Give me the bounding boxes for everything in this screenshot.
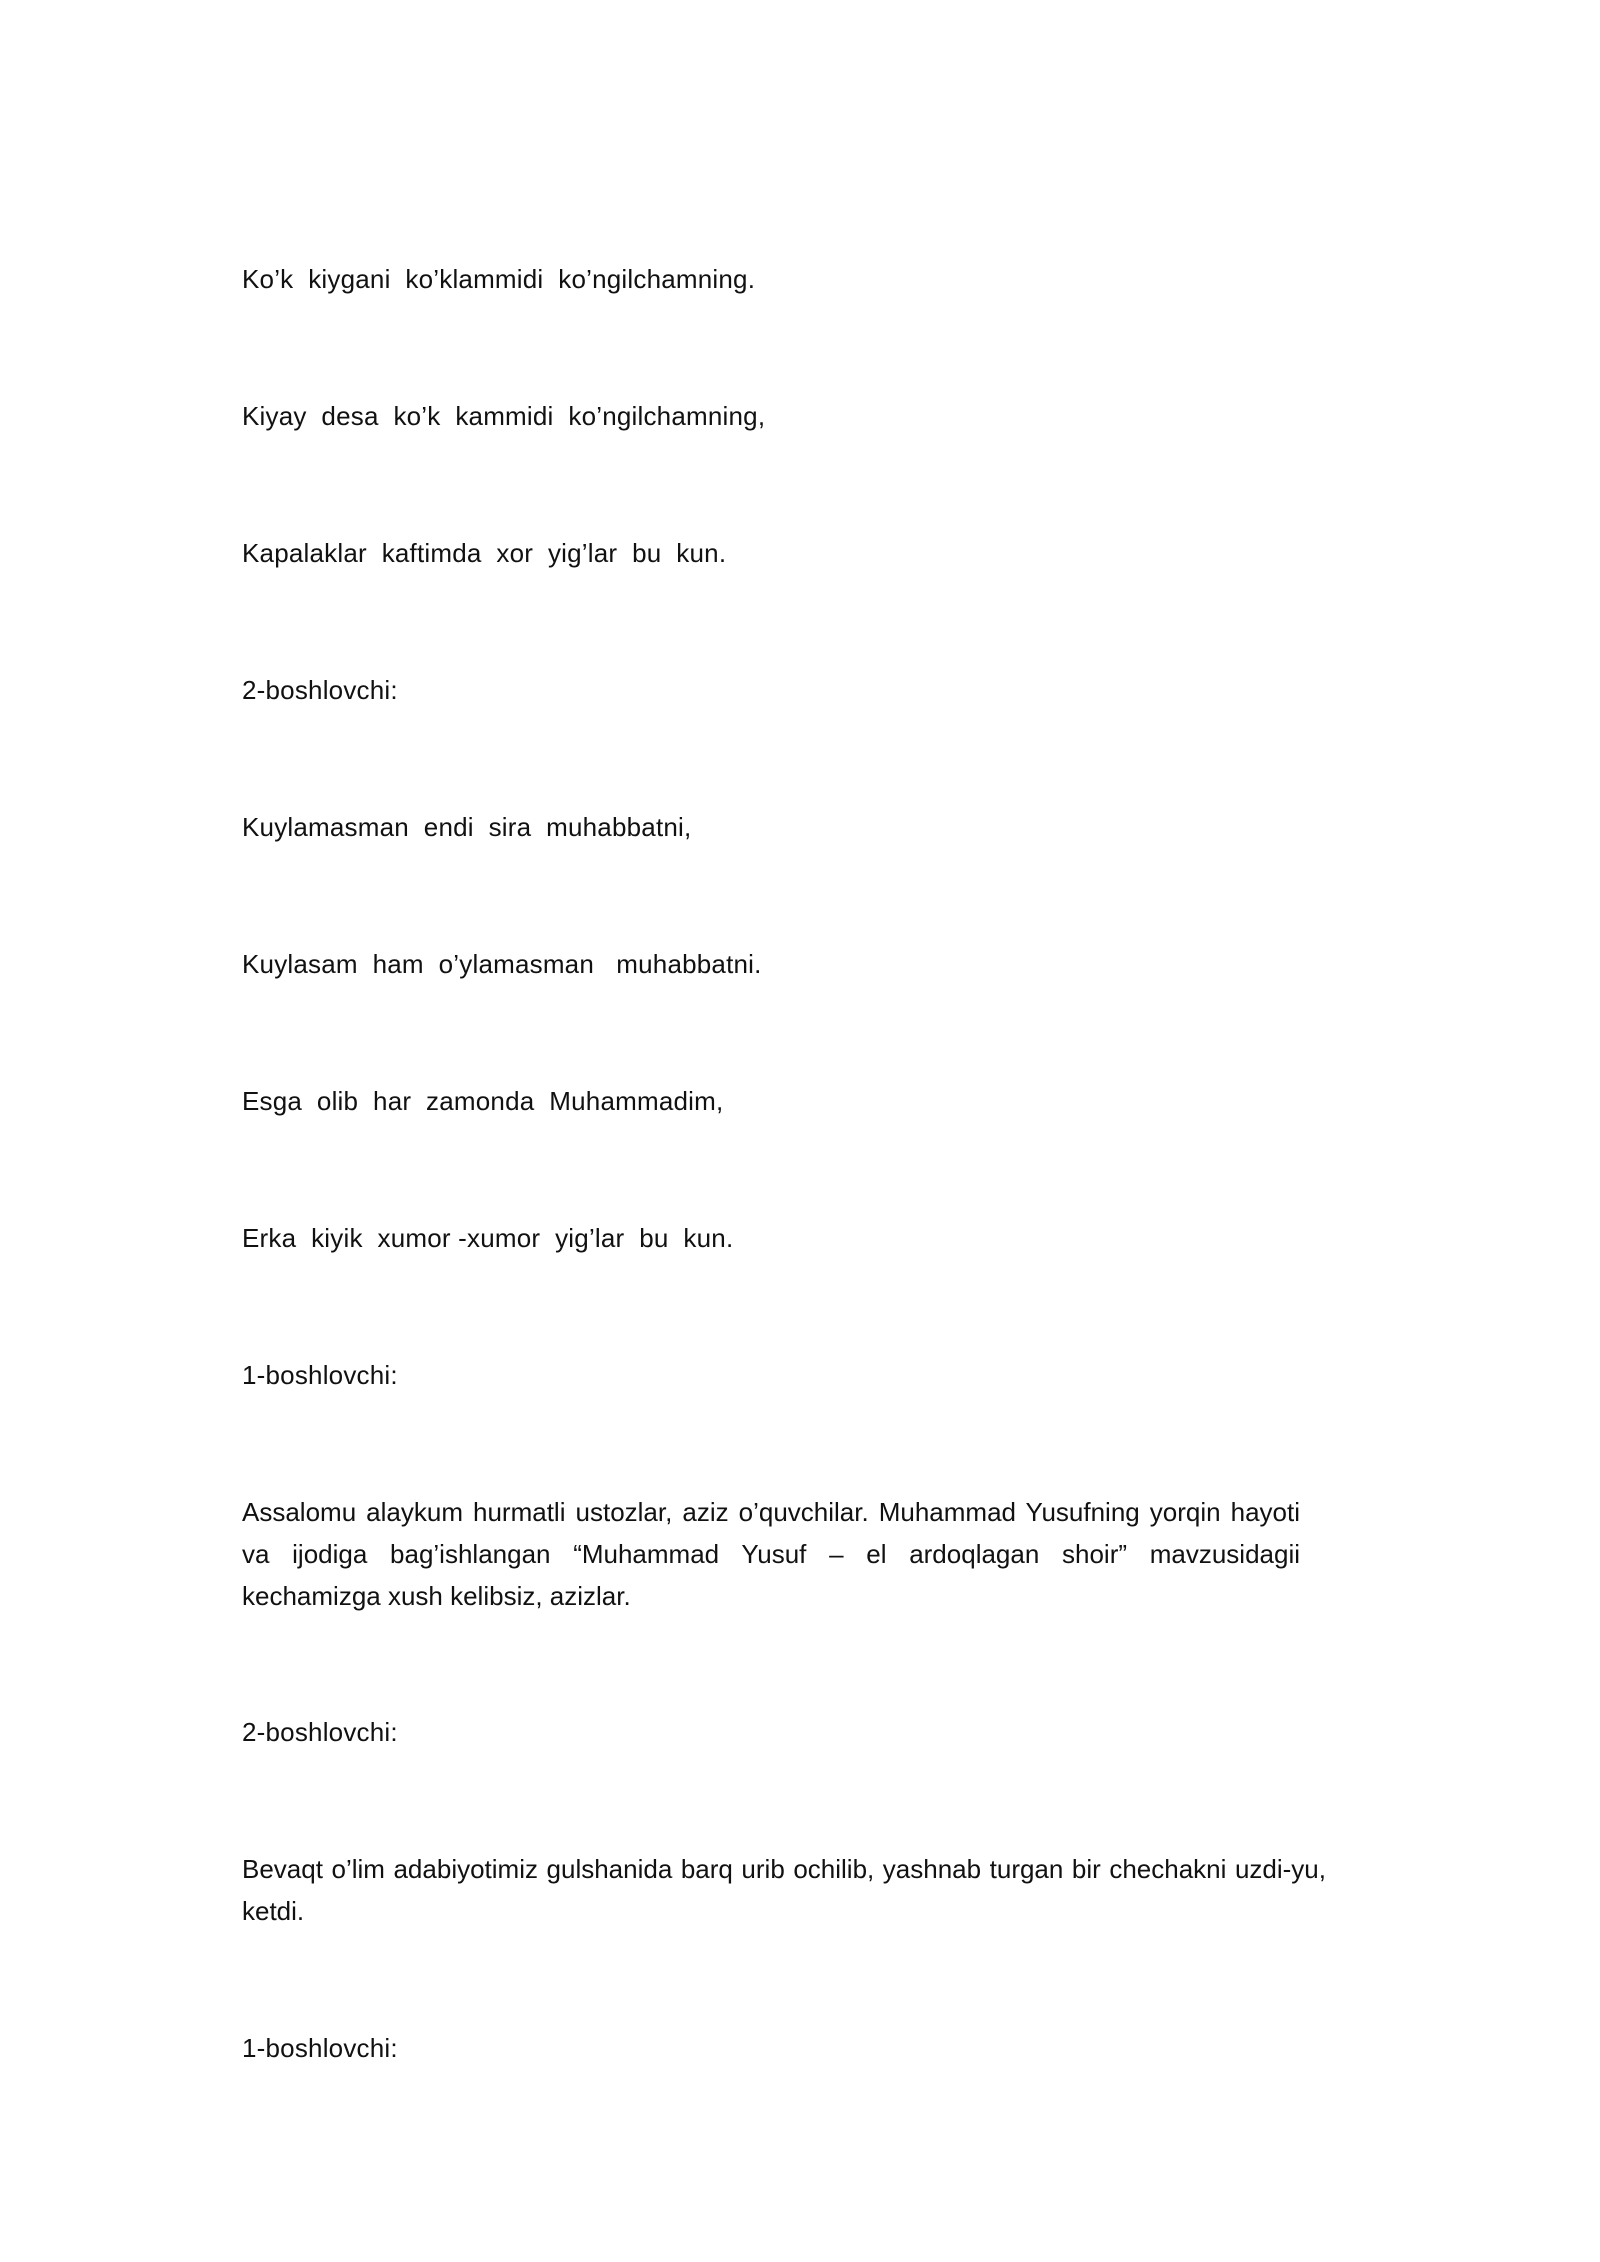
greeting-paragraph: Assalomu alaykum hurmatli ustozlar, aziz o’quvchilar. Muhammad Yusufning yorqin hayoti va ijodiga bag’ishlangan “Muhammad Yusuf – el ardoqlagan shoir” mavzusidagii kechamizga xush kelibsiz, azizlar. (242, 1497, 1300, 1611)
verse-line-5: Kuylasam ham o’ylamasman muhabbatni. (242, 949, 762, 979)
verse-line-3: Kapalaklar kaftimda xor yig’lar bu kun. (242, 538, 727, 568)
speaker-label: 2-boshlovchi: (242, 1717, 398, 1747)
verse-line-6: Esga olib har zamonda Muhammadim, (242, 1086, 724, 1116)
speaker-label: 1-boshlovchi: (242, 1360, 398, 1390)
verse-line-2: Kiyay desa ko’k kammidi ko’ngilchamning, (242, 401, 766, 431)
verse-line-1: Ko’k kiygani ko’klammidi ko’ngilchamning. (242, 264, 756, 294)
verse-line-4: Kuylamasman endi sira muhabbatni, (242, 812, 692, 842)
tribute-paragraph: Bevaqt o’lim adabiyotimiz gulshanida barq urib ochilib, yashnab turgan bir chechakni uzdi-yu, ketdi. (242, 1854, 1326, 1926)
verse-line-7: Erka kiyik xumor -xumor yig’lar bu kun. (242, 1223, 734, 1253)
speaker-label: 1-boshlovchi: (242, 2033, 398, 2063)
speaker-label: 2-boshlovchi: (242, 675, 398, 705)
